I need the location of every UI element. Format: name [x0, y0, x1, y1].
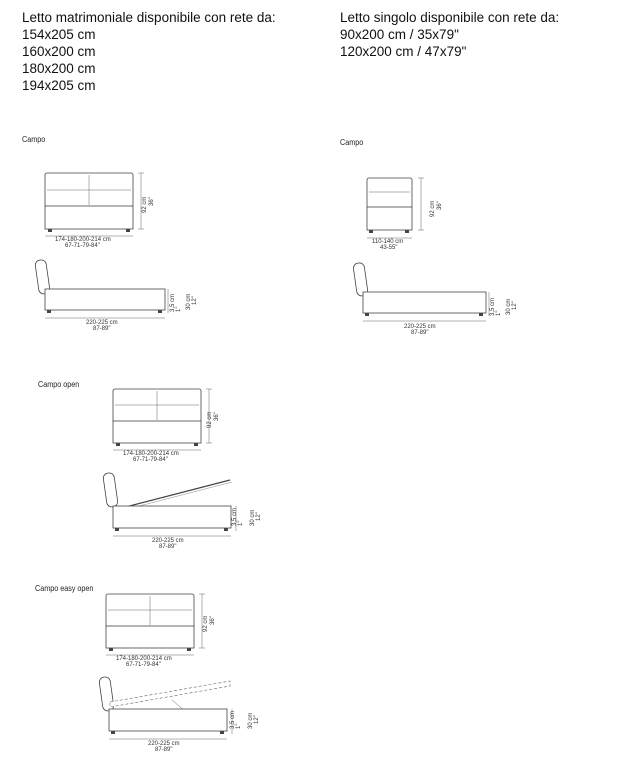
double-length-cm: 220-225 cm	[86, 320, 118, 326]
single-height-in: 36"	[437, 201, 443, 210]
double-feet-in: 1"	[176, 306, 182, 312]
double-frame-cm: 30 cm	[186, 293, 192, 310]
open-length-in: 87-89"	[159, 544, 177, 550]
campo-easy-open-front-view	[106, 594, 216, 668]
double-width-cm: 174-180-200-214 cm	[55, 237, 111, 243]
open-feet-cm: 3,5 cm	[232, 507, 238, 526]
campo-double-front-view	[45, 173, 155, 249]
single-bed-heading: Letto singolo disponibile con rete da:	[340, 10, 560, 25]
campo-single-front-view	[367, 178, 443, 251]
double-width-in: 67-71-79-84"	[65, 243, 100, 249]
single-length-in: 87-89"	[411, 330, 429, 336]
section-label-campo-open: Campo open	[38, 380, 80, 389]
double-size-3: 180x200 cm	[22, 61, 96, 76]
campo-open-side-view	[103, 472, 262, 550]
campo-open-front-view	[113, 389, 220, 463]
single-length-cm: 220-225 cm	[404, 324, 436, 330]
single-width-cm: 110-140 cm	[372, 239, 404, 245]
easy-length-cm: 220-225 cm	[148, 741, 180, 747]
campo-double-side-view	[35, 259, 198, 332]
easy-length-in: 87-89"	[155, 747, 173, 753]
section-label-campo-easy-open: Campo easy open	[35, 584, 94, 593]
double-feet-cm: 3,5 cm	[170, 293, 176, 312]
section-label-campo-double: Campo	[22, 135, 46, 144]
double-height-in: 36"	[149, 197, 155, 206]
easy-width-cm: 174-180-200-214 cm	[116, 656, 172, 662]
easy-height-in: 36"	[210, 616, 216, 625]
single-feet-in: 1"	[496, 310, 502, 316]
easy-feet-cm: 3,5 cm	[230, 710, 236, 729]
single-width-in: 43-55"	[380, 245, 398, 251]
single-frame-cm: 30 cm	[506, 298, 512, 315]
open-frame-cm: 30 cm	[250, 509, 256, 526]
easy-frame-in: 12"	[254, 715, 260, 724]
double-frame-in: 12"	[192, 296, 198, 305]
open-frame-in: 12"	[256, 512, 262, 521]
section-label-campo-single: Campo	[340, 138, 364, 147]
easy-width-in: 67-71-79-84"	[126, 662, 161, 668]
double-size-2: 160x200 cm	[22, 44, 96, 59]
open-feet-in: 1"	[238, 520, 244, 526]
easy-feet-in: 1"	[236, 723, 242, 729]
double-size-1: 154x205 cm	[22, 27, 96, 42]
double-length-in: 87-89"	[93, 326, 111, 332]
campo-single-side-view	[353, 262, 518, 336]
single-feet-cm: 3,5 cm	[490, 297, 496, 316]
open-width-cm: 174-180-200-214 cm	[123, 451, 179, 457]
single-height-cm: 92 cm	[430, 200, 436, 217]
single-size-1: 90x200 cm / 35x79"	[340, 27, 459, 42]
open-height-in: 36"	[214, 412, 220, 421]
single-frame-in: 12"	[512, 301, 518, 310]
double-bed-heading: Letto matrimoniale disponibile con rete da:	[22, 10, 276, 25]
double-size-4: 194x205 cm	[22, 78, 96, 93]
open-width-in: 67-71-79-84"	[133, 457, 168, 463]
open-length-cm: 220-225 cm	[152, 538, 184, 544]
single-size-2: 120x200 cm / 47x79"	[340, 44, 467, 59]
easy-height-cm: 92 cm	[203, 615, 209, 632]
easy-frame-cm: 30 cm	[248, 712, 254, 729]
open-height-cm: 92 cm	[207, 411, 213, 428]
campo-easy-open-side-view	[99, 676, 260, 753]
double-height-cm: 92 cm	[142, 196, 148, 213]
